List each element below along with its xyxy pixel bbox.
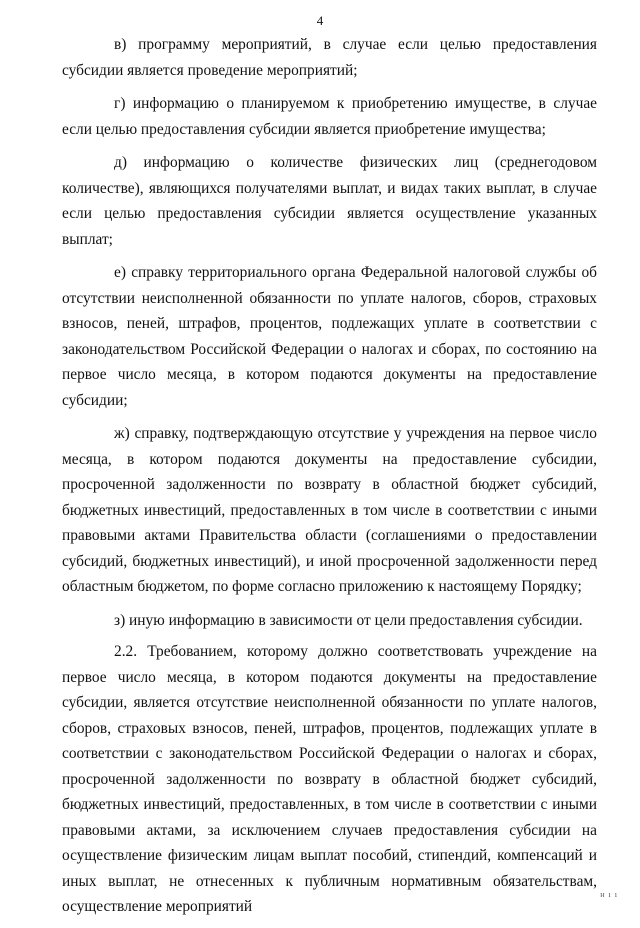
scan-corner-mark: н ı ı: [600, 890, 618, 899]
paragraph-v-event-program: в) программу мероприятий, в случае если целью предоставления субсидии является проведение мероприятий;: [62, 36, 597, 79]
paragraph-2-2-requirement: 2.2. Требованием, которому должно соответствовать учреждение на первое число месяца, в котором подаются документы на предоставление субсидии, является отсутствие неисполненной обязанности по уплате налогов, сборов, страховых взносов, пеней, штрафов, процентов, подлежащих уплате в соответствии с законодательством Российской Федерации о налогах и сборах, просроченной задолженности по возврату в областной бюджет субсидий, бюджетных инвестиций, предоставленных, в том числе в соответствии с иными правовыми актами, за исключением случаев предоставления субсидии на осуществление физическим лицам выплат пособий, стипендий, компенсаций и иных выплат, не отнесенных к публичным нормативным обязательствам, осуществление мероприятий: [62, 643, 597, 915]
document-body: [62, 32, 597, 928]
paragraph-g-property-info: г) информацию о планируемом к приобретению имуществе, в случае если целью предоставления субсидии является приобретение имущества;: [62, 95, 597, 138]
paragraph-zh-debt-certificate: ж) справку, подтверждающую отсутствие у учреждения на первое число месяца, в котором подаются документы на предоставление субсидии, просроченной задолженности по возврату в областной бюджет субсидий, бюджетных инвестиций, предоставленных в том числе в соответствии с иными правовыми актами Правительства области (соглашениями о предоставлении субсидий, бюджетных инвестиций), и иной просроченной задолженности перед областным бюджетом, по форме согласно приложению к настоящему Порядку;: [62, 425, 597, 595]
page-number: 4: [316, 13, 324, 28]
paragraph-d-individuals-info: д) информацию о количестве физических лиц (среднегодовом количестве), являющихся получателями выплат, и видах таких выплат, в случае если целью предоставления субсидии является осуществление указанных выплат;: [62, 154, 597, 248]
paragraph-z-other-info: з) иную информацию в зависимости от цели предоставления субсидии.: [114, 611, 583, 629]
paragraph-e-tax-certificate: е) справку территориального органа Федеральной налоговой службы об отсутствии неисполненной обязанности по уплате налогов, сборов, страховых взносов, пеней, штрафов, процентов, подлежащих уплате в соответствии с законодательством Российской Федерации о налогах и сборах, по состоянию на первое число месяца, в котором подаются документы на предоставление субсидии;: [62, 264, 597, 409]
